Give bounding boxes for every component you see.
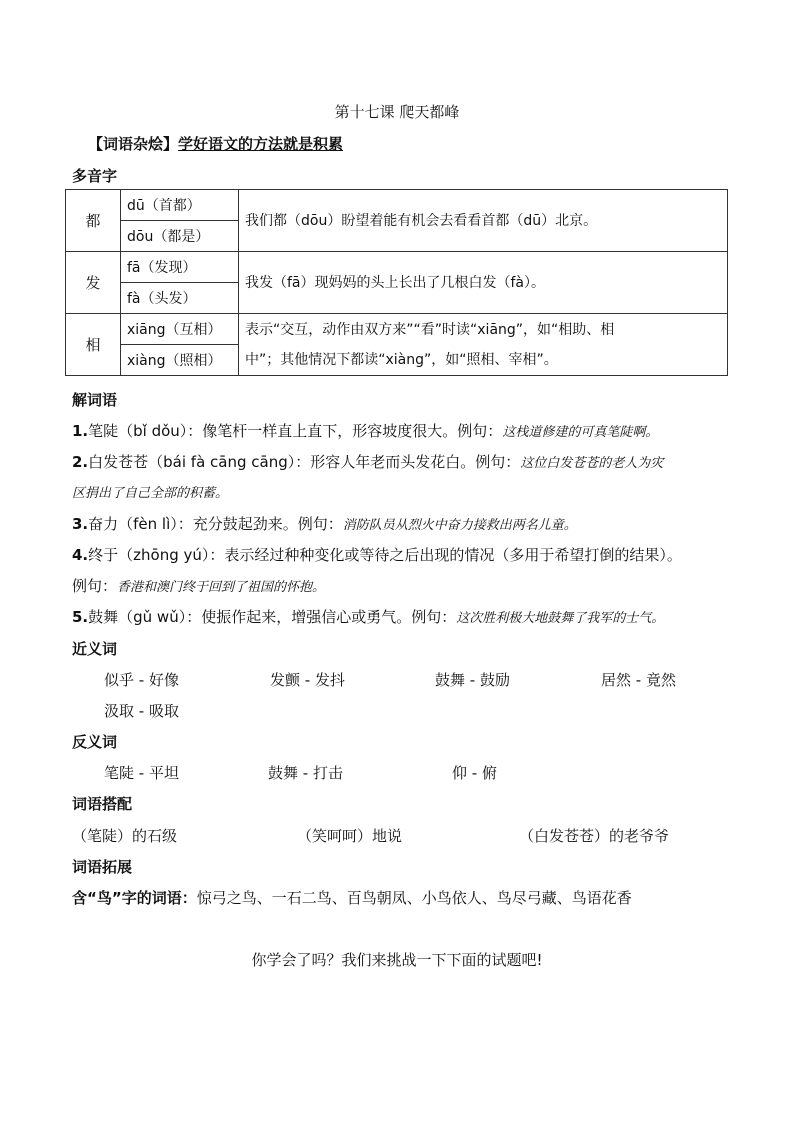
example-cell: 我们都（dōu）盼望着能有机会去看看首都（dū）北京。 — [239, 190, 728, 252]
extension-heading: 词语拓展 — [72, 858, 133, 876]
extension-words: 惊弓之鸟、一石二鸟、百鸟朝凤、小鸟依人、鸟尽弓藏、鸟语花香 — [196, 889, 632, 907]
char-cell: 都 — [66, 190, 121, 252]
antonyms-heading: 反义词 — [72, 733, 118, 751]
explain-item: 5.鼓舞（gǔ wǔ）：使振作起来，增强信心或勇气。例句：这次胜利极大地鼓舞了我军的士气。 — [72, 608, 665, 626]
char-cell: 相 — [66, 314, 121, 376]
page-title: 第十七课 爬天都峰 — [334, 103, 460, 121]
reading-cell: fā（发现） — [121, 252, 239, 283]
collocation-heading: 词语搭配 — [72, 795, 133, 813]
reading-cell: xiàng（照相） — [121, 345, 239, 376]
explain-item: 1.笔陡（bǐ dǒu）：像笔杆一样直上直下，形容坡度很大。例句：这栈道修建的可真笔陡啊。 — [72, 422, 659, 440]
explain-item: 4.终于（zhōng yú）：表示经过种种变化或等待之后出现的情况（多用于希望打倒的结果）。 — [72, 546, 682, 564]
synonym-pair: 居然 - 竟然 — [601, 671, 676, 689]
explain-heading: 解词语 — [72, 391, 118, 409]
polyphonic-heading: 多音字 — [72, 167, 118, 185]
explain-item: 2.白发苍苍（bái fà cāng cāng）：形容人年老而头发花白。例句：这位白发苍苍的老人为灾 — [72, 453, 664, 471]
slogan: 学好语文的方法就是积累 — [178, 135, 344, 153]
example-line: 中”；其他情况下都读“xiàng”，如“照相、宰相”。 — [245, 351, 558, 368]
antonym-pair: 仰 - 俯 — [452, 764, 497, 782]
example-cell: 我发（fā）现妈妈的头上长出了几根白发（fà）。 — [239, 252, 728, 314]
synonym-pair: 鼓舞 - 鼓励 — [435, 671, 510, 689]
collocation-item: （笑呵呵）地说 — [297, 827, 403, 845]
extension-label: 含“鸟”字的词语： — [72, 889, 197, 907]
extension-line — [72, 887, 632, 908]
example-cell — [239, 314, 728, 376]
bracket-label: 【词语杂烩】 — [88, 135, 179, 153]
antonym-pair: 笔陡 - 平坦 — [104, 764, 179, 782]
explain-item: 3.奋力（fèn lì）：充分鼓起劲来。例句：消防队员从烈火中奋力接救出两名儿童。 — [72, 515, 577, 533]
section-header — [88, 133, 343, 154]
table-row — [66, 252, 728, 283]
table-row — [66, 190, 728, 221]
reading-cell: dōu（都是） — [121, 221, 239, 252]
reading-cell: xiāng（互相） — [121, 314, 239, 345]
footer-prompt: 你学会了吗？我们来挑战一下下面的试题吧! — [251, 951, 543, 969]
table-row — [66, 314, 728, 345]
antonym-pair: 鼓舞 - 打击 — [268, 764, 343, 782]
synonym-pair: 发颤 - 发抖 — [270, 671, 345, 689]
explain-item-continuation: 区捐出了自己全部的积蓄。 — [72, 486, 229, 501]
polyphonic-table — [65, 189, 728, 376]
collocation-item: （白发苍苍）的老爷爷 — [519, 827, 670, 845]
reading-cell: dū（首都） — [121, 190, 239, 221]
synonyms-heading: 近义词 — [72, 640, 118, 658]
collocation-item: （笔陡）的石级 — [72, 827, 178, 845]
example-line: 表示“交互，动作由双方来”“看”时读“xiāng”，如“相助、相 — [245, 321, 615, 338]
reading-cell: fà（头发） — [121, 283, 239, 314]
synonym-pair: 似乎 - 好像 — [104, 671, 179, 689]
explain-item-continuation: 例句：香港和澳门终于回到了祖国的怀抱。 — [72, 577, 326, 595]
char-cell: 发 — [66, 252, 121, 314]
synonym-pair: 汲取 - 吸取 — [104, 702, 179, 720]
